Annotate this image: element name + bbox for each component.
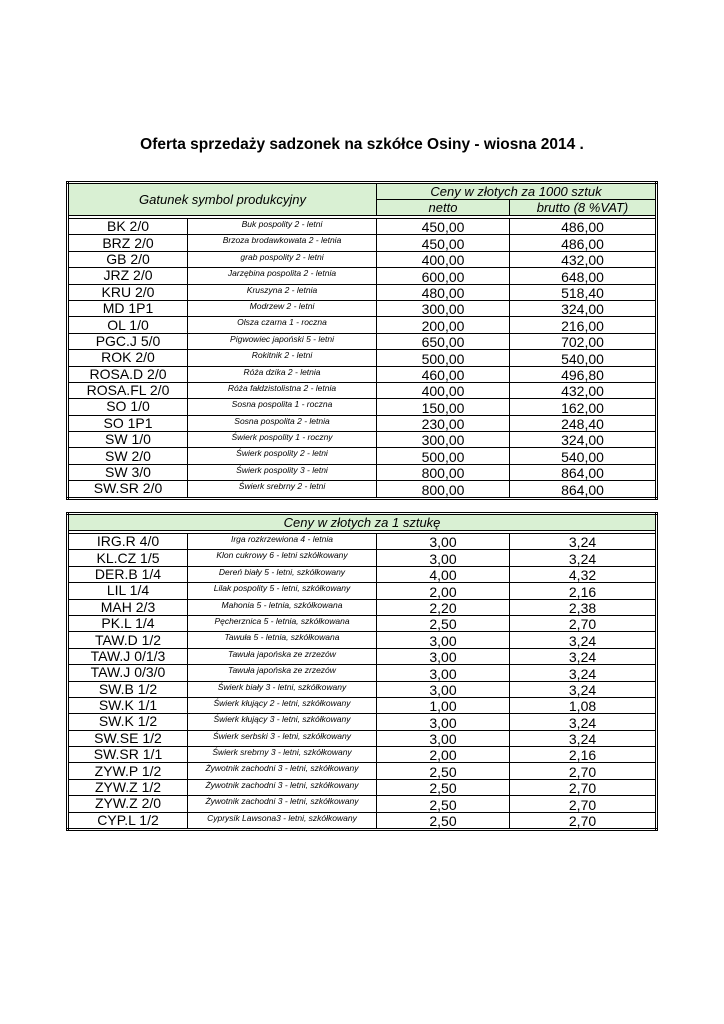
species-name: Dereń biały 5 - letni, szkółkowany: [188, 566, 377, 582]
brutto-price: 4,32: [510, 566, 657, 582]
species-name: Sosna pospolita 1 - roczna: [188, 399, 377, 415]
brutto-price: 432,00: [510, 382, 657, 398]
table-row: [68, 448, 657, 464]
table-row: [68, 350, 657, 366]
species-name: grab pospolity 2 - letni: [188, 251, 377, 267]
brutto-price: 864,00: [510, 464, 657, 480]
brutto-price: 2,70: [510, 779, 657, 795]
netto-price: 300,00: [377, 300, 510, 316]
header-prices-1: Ceny w złotych za 1 sztukę: [68, 514, 657, 531]
netto-price: 400,00: [377, 382, 510, 398]
brutto-price: 3,24: [510, 665, 657, 681]
netto-price: 200,00: [377, 317, 510, 333]
header-prices-1000: Ceny w złotych za 1000 sztuk: [377, 183, 657, 200]
brutto-price: 496,80: [510, 366, 657, 382]
table-row: [68, 615, 657, 631]
product-code: SO 1/0: [68, 399, 188, 415]
netto-price: 2,50: [377, 796, 510, 812]
table-row: [68, 235, 657, 251]
species-name: Pigwowiec japoński 5 - letni: [188, 333, 377, 349]
netto-price: 2,50: [377, 779, 510, 795]
netto-price: 230,00: [377, 415, 510, 431]
species-name: Świerk srebrny 2 - letni: [188, 481, 377, 498]
brutto-price: 432,00: [510, 251, 657, 267]
product-code: BK 2/0: [68, 219, 188, 235]
brutto-price: 2,70: [510, 615, 657, 631]
product-code: SW.K 1/1: [68, 697, 188, 713]
brutto-price: 486,00: [510, 235, 657, 251]
product-code: SW.SE 1/2: [68, 730, 188, 746]
table-row: [68, 665, 657, 681]
species-name: Brzoza brodawkowata 2 - letnia: [188, 235, 377, 251]
netto-price: 2,50: [377, 812, 510, 829]
product-code: ROSA.FL 2/0: [68, 382, 188, 398]
price-table-per-1000: [66, 181, 658, 500]
table-row: [68, 415, 657, 431]
table-row: [68, 382, 657, 398]
table-row: [68, 812, 657, 829]
table-row: [68, 566, 657, 582]
header-brutto: brutto (8 %VAT): [510, 200, 657, 216]
brutto-price: 248,40: [510, 415, 657, 431]
species-name: Rokitnik 2 - letni: [188, 350, 377, 366]
species-name: Tawuła 5 - letnia, szkółkowana: [188, 632, 377, 648]
species-name: Róża fałdzistolistna 2 - letnia: [188, 382, 377, 398]
product-code: MD 1P1: [68, 300, 188, 316]
brutto-price: 1,08: [510, 697, 657, 713]
brutto-price: 2,16: [510, 747, 657, 763]
netto-price: 400,00: [377, 251, 510, 267]
table-row: [68, 681, 657, 697]
product-code: SO 1P1: [68, 415, 188, 431]
product-code: TAW.J 0/3/0: [68, 665, 188, 681]
netto-price: 800,00: [377, 464, 510, 480]
species-name: Świerk serbski 3 - letni, szkółkowany: [188, 730, 377, 746]
species-name: Żywotnik zachodni 3 - letni, szkółkowany: [188, 796, 377, 812]
header-species: Gatunek symbol produkcyjny: [68, 183, 377, 216]
species-name: Buk pospolity 2 - letni: [188, 219, 377, 235]
brutto-price: 216,00: [510, 317, 657, 333]
product-code: OL 1/0: [68, 317, 188, 333]
species-name: Świerk pospolity 3 - letni: [188, 464, 377, 480]
netto-price: 460,00: [377, 366, 510, 382]
product-code: DER.B 1/4: [68, 566, 188, 582]
species-name: Irga rozkrzewiona 4 - letnia: [188, 534, 377, 550]
netto-price: 1,00: [377, 697, 510, 713]
netto-price: 480,00: [377, 284, 510, 300]
brutto-price: 648,00: [510, 268, 657, 284]
product-code: SW.B 1/2: [68, 681, 188, 697]
product-code: SW 1/0: [68, 432, 188, 448]
table-row: [68, 300, 657, 316]
species-name: Świerk srebrny 3 - letni, szkółkowany: [188, 747, 377, 763]
table-row: [68, 599, 657, 615]
product-code: ZYW.Z 2/0: [68, 796, 188, 812]
product-code: KRU 2/0: [68, 284, 188, 300]
brutto-price: 3,24: [510, 550, 657, 566]
table-row: [68, 583, 657, 599]
species-name: Tawuła japońska ze zrzezów: [188, 665, 377, 681]
table-row: [68, 534, 657, 550]
brutto-price: 324,00: [510, 300, 657, 316]
product-code: PK.L 1/4: [68, 615, 188, 631]
product-code: GB 2/0: [68, 251, 188, 267]
netto-price: 2,20: [377, 599, 510, 615]
brutto-price: 518,40: [510, 284, 657, 300]
species-name: Żywotnik zachodni 3 - letni, szkółkowany: [188, 763, 377, 779]
brutto-price: 540,00: [510, 448, 657, 464]
netto-price: 3,00: [377, 632, 510, 648]
product-code: LIL 1/4: [68, 583, 188, 599]
table-row: [68, 763, 657, 779]
species-name: Cyprysik Lawsona3 - letni, szkółkowany: [188, 812, 377, 829]
brutto-price: 3,24: [510, 632, 657, 648]
species-name: Jarzębina pospolita 2 - letnia: [188, 268, 377, 284]
brutto-price: 3,24: [510, 681, 657, 697]
product-code: SW 3/0: [68, 464, 188, 480]
product-code: ROK 2/0: [68, 350, 188, 366]
product-code: SW.SR 2/0: [68, 481, 188, 498]
netto-price: 3,00: [377, 714, 510, 730]
netto-price: 300,00: [377, 432, 510, 448]
table-row: [68, 317, 657, 333]
table-row: [68, 697, 657, 713]
netto-price: 650,00: [377, 333, 510, 349]
table-row: [68, 251, 657, 267]
table-row: [68, 366, 657, 382]
brutto-price: 864,00: [510, 481, 657, 498]
price-table-per-1: [66, 512, 658, 831]
product-code: SW 2/0: [68, 448, 188, 464]
brutto-price: 3,24: [510, 730, 657, 746]
netto-price: 3,00: [377, 648, 510, 664]
product-code: SW.SR 1/1: [68, 747, 188, 763]
species-name: Kruszyna 2 - letnia: [188, 284, 377, 300]
netto-price: 2,00: [377, 747, 510, 763]
brutto-price: 162,00: [510, 399, 657, 415]
product-code: CYP.L 1/2: [68, 812, 188, 829]
table-row: [68, 432, 657, 448]
species-name: Mahonia 5 - letnia, szkółkowana: [188, 599, 377, 615]
brutto-price: 2,38: [510, 599, 657, 615]
netto-price: 2,00: [377, 583, 510, 599]
netto-price: 500,00: [377, 448, 510, 464]
product-code: TAW.J 0/1/3: [68, 648, 188, 664]
table-row: [68, 219, 657, 235]
brutto-price: 324,00: [510, 432, 657, 448]
page-title: Oferta sprzedaży sadzonek na szkółce Osiny - wiosna 2014 .: [140, 136, 584, 153]
table-row: [68, 714, 657, 730]
table-row: [68, 399, 657, 415]
species-name: Świerk pospolity 1 - roczny: [188, 432, 377, 448]
table-row: [68, 779, 657, 795]
table-row: [68, 481, 657, 498]
brutto-price: 702,00: [510, 333, 657, 349]
product-code: JRZ 2/0: [68, 268, 188, 284]
product-code: MAH 2/3: [68, 599, 188, 615]
table-row: [68, 796, 657, 812]
brutto-price: 2,70: [510, 812, 657, 829]
netto-price: 4,00: [377, 566, 510, 582]
netto-price: 2,50: [377, 615, 510, 631]
brutto-price: 540,00: [510, 350, 657, 366]
species-name: Róża dzika 2 - letnia: [188, 366, 377, 382]
table-row: [68, 632, 657, 648]
table-row: [68, 550, 657, 566]
table-row: [68, 464, 657, 480]
netto-price: 3,00: [377, 550, 510, 566]
species-name: Sosna pospolita 2 - letnia: [188, 415, 377, 431]
species-name: Lilak pospolity 5 - letni, szkółkowany: [188, 583, 377, 599]
netto-price: 3,00: [377, 681, 510, 697]
product-code: ZYW.Z 1/2: [68, 779, 188, 795]
netto-price: 450,00: [377, 219, 510, 235]
netto-price: 450,00: [377, 235, 510, 251]
product-code: ROSA.D 2/0: [68, 366, 188, 382]
brutto-price: 2,70: [510, 796, 657, 812]
brutto-price: 2,70: [510, 763, 657, 779]
species-name: Tawuła japońska ze zrzezów: [188, 648, 377, 664]
brutto-price: 486,00: [510, 219, 657, 235]
species-name: Żywotnik zachodni 3 - letni, szkółkowany: [188, 779, 377, 795]
species-name: Świerk kłujący 3 - letni, szkółkowany: [188, 714, 377, 730]
header-netto: netto: [377, 200, 510, 216]
brutto-price: 3,24: [510, 648, 657, 664]
species-name: Pęcherznica 5 - letnia, szkółkowana: [188, 615, 377, 631]
netto-price: 3,00: [377, 665, 510, 681]
netto-price: 800,00: [377, 481, 510, 498]
product-code: SW.K 1/2: [68, 714, 188, 730]
table-row: [68, 284, 657, 300]
brutto-price: 3,24: [510, 534, 657, 550]
species-name: Olsza czarna 1 - roczna: [188, 317, 377, 333]
product-code: BRZ 2/0: [68, 235, 188, 251]
brutto-price: 2,16: [510, 583, 657, 599]
product-code: KL.CZ 1/5: [68, 550, 188, 566]
table-row: [68, 333, 657, 349]
table-row: [68, 747, 657, 763]
species-name: Klon cukrowy 6 - letni szkółkowany: [188, 550, 377, 566]
netto-price: 3,00: [377, 534, 510, 550]
species-name: Modrzew 2 - letni: [188, 300, 377, 316]
netto-price: 2,50: [377, 763, 510, 779]
netto-price: 500,00: [377, 350, 510, 366]
table-row: [68, 648, 657, 664]
species-name: Świerk pospolity 2 - letni: [188, 448, 377, 464]
product-code: TAW.D 1/2: [68, 632, 188, 648]
table-row: [68, 268, 657, 284]
product-code: ZYW.P 1/2: [68, 763, 188, 779]
product-code: IRG.R 4/0: [68, 534, 188, 550]
table-row: [68, 730, 657, 746]
brutto-price: 3,24: [510, 714, 657, 730]
netto-price: 600,00: [377, 268, 510, 284]
netto-price: 150,00: [377, 399, 510, 415]
netto-price: 3,00: [377, 730, 510, 746]
species-name: Świerk biały 3 - letni, szkółkowany: [188, 681, 377, 697]
species-name: Świerk kłujący 2 - letni, szkółkowany: [188, 697, 377, 713]
product-code: PGC.J 5/0: [68, 333, 188, 349]
